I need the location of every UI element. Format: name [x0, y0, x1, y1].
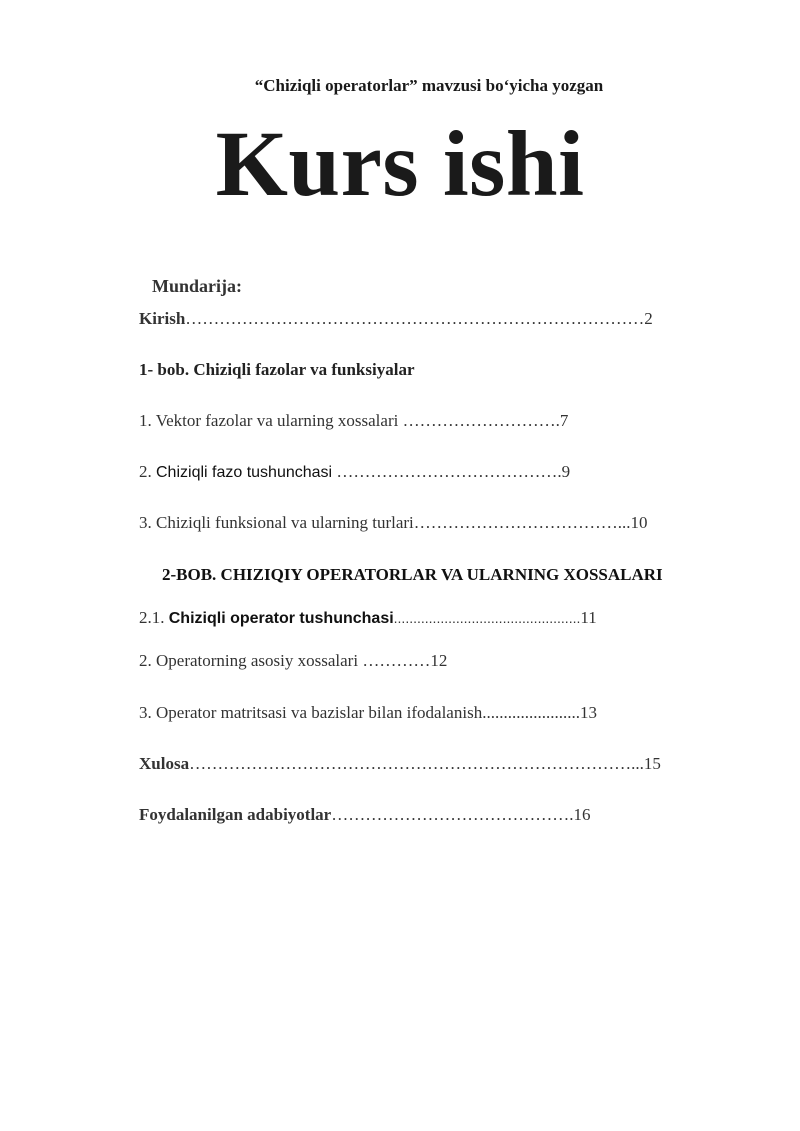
toc-page-number: 10: [630, 513, 648, 532]
toc-entry-prefix: 2.1.: [139, 608, 169, 627]
toc-entry-1-3: [139, 513, 648, 533]
toc-entry-1-1: [139, 411, 568, 431]
toc-entry-label: Chiziqli fazo tushunchasi: [156, 464, 333, 481]
toc-page-number: 2: [644, 309, 653, 328]
toc-entry-label: 3. Chiziqli funksional va ularning turlari: [139, 513, 414, 532]
toc-entry-1-2: [139, 462, 570, 482]
toc-page-number: 7: [559, 411, 569, 430]
toc-heading: Mundarija:: [152, 276, 242, 296]
toc-leader-dots: ………………………………………………………………………: [185, 309, 645, 328]
toc-entry-2-3: [139, 703, 597, 723]
toc-leader-dots: …………: [362, 651, 431, 670]
toc-entry-adabiyotlar: [139, 805, 590, 825]
toc-page-number: 13: [579, 703, 597, 722]
toc-page-number: 11: [580, 608, 597, 627]
toc-leader-dots: ………………………………...: [413, 513, 631, 532]
toc-entry-label: Chiziqli operator tushunchasi: [168, 610, 394, 627]
toc-entry-2-1: [139, 608, 597, 628]
toc-entry-label: 2. Operatorning asosiy xossalari: [139, 651, 363, 670]
toc-leader-dots: ………………………………….: [332, 462, 562, 481]
toc-entry-label: 3. Operator matritsasi va bazislar bilan ifodalanish: [139, 703, 483, 722]
toc-entry-xulosa: [139, 754, 661, 774]
toc-entry-label: Xulosa: [139, 754, 190, 773]
toc-entry-label: Foydalanilgan adabiyotlar: [139, 805, 332, 824]
toc-leader-dots: .......................: [482, 703, 580, 722]
toc-chapter-2: 2-BOB. CHIZIQIY OPERATORLAR VA ULARNING XOSSALARI: [162, 565, 663, 584]
toc-page-number: 15: [643, 754, 661, 773]
toc-page-number: 9: [561, 462, 571, 481]
toc-page-number: 16: [573, 805, 591, 824]
toc-leader-dots: ……………………………………………………………………...: [189, 754, 644, 773]
document-subtitle: “Chiziqli operatorlar” mavzusi bo‘yicha yozgan: [254, 76, 604, 95]
toc-entry-label: Kirish: [139, 309, 186, 328]
toc-chapter-1: 1- bob. Chiziqli fazolar va funksiyalar: [139, 360, 415, 379]
toc-page-number: 12: [430, 651, 448, 670]
toc-leader-dots: ................................................: [393, 610, 581, 626]
toc-entry-prefix: 2.: [139, 462, 156, 481]
toc-leader-dots: …………………………………….: [331, 805, 574, 824]
toc-entry-label: 1. Vektor fazolar va ularning xossalari: [139, 411, 403, 430]
toc-entry-kirish: [139, 309, 653, 329]
toc-entry-2-2: [139, 651, 447, 671]
document-title: Kurs ishi: [215, 113, 585, 216]
toc-leader-dots: ……………………….: [402, 411, 560, 430]
